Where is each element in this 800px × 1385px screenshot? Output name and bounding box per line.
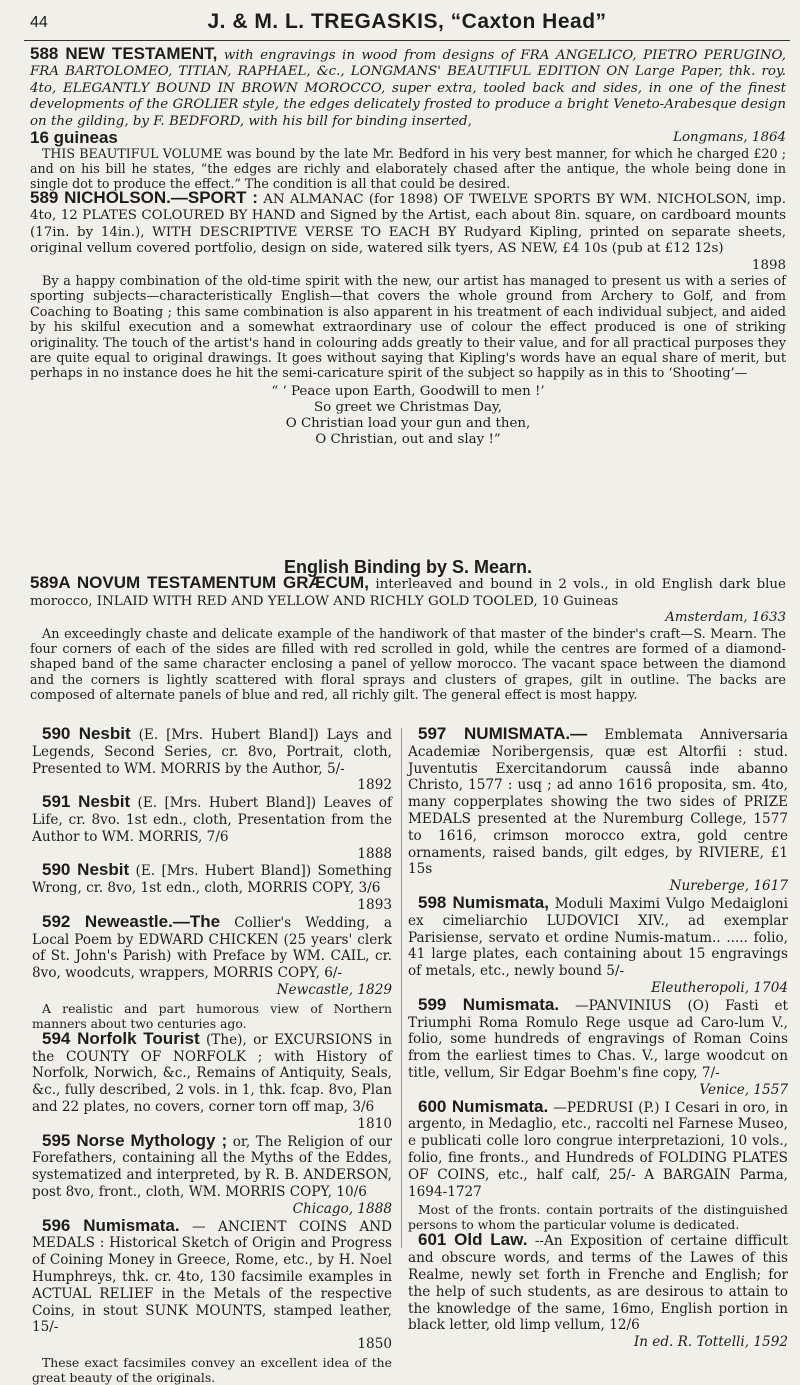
entry-heading: 594 Norfolk Tourist <box>42 1028 200 1048</box>
entry-text: AN ALMANAC (for 1898) OF TWELVE SPORTS BY WM. NICHOLSON, imp. 4to, 12 PLATES COLOURED BY HAND and Signed by the Artist, each about 8in. square, on cardboard mounts (17in. by 14in.), WITH DESCRIPTIVE VERSE TO EACH BY Rudyard Kipling, printed on separate sheets, original vellum covered portfolio, design on side, watered silk tyers, AS NEW, £4 10s (pub at £12 12s) <box>30 192 786 257</box>
running-title: J. & M. L. TREGASKIS, “Caxton Head” <box>207 10 607 33</box>
entry-heading: 592 Neweastle.—The <box>42 911 221 931</box>
kipling-verse <box>30 384 786 448</box>
list-item <box>32 1028 393 1133</box>
entry-heading: 600 Numismata. <box>418 1096 549 1116</box>
entry-year: 1892 <box>357 777 392 794</box>
left-column <box>32 726 392 1385</box>
entry-heading: 591 Nesbit <box>42 792 131 812</box>
entry-year: 1850 <box>357 1336 392 1353</box>
right-column <box>408 726 788 1351</box>
list-item <box>32 862 392 913</box>
entry-heading: 596 Numismata. <box>42 1215 180 1235</box>
entry-text: —PANVINIUS (O) Fasti et Triumphi Roma Romulo Rege usque ad Caro-lum V., folio, some hundreds of engravings of Roman Coins from the earliest times to Chas. V., large woodcut on title, vellum, Sir Edgar Boehm's fine copy, 7/- <box>408 997 789 1081</box>
entry-heading: 598 Numismata, <box>418 892 549 912</box>
entry-year: 1810 <box>357 1115 392 1132</box>
entry-note: By a happy combination of the old-time spirit with the new, our artist has managed to present us with a series of sporting subjects—characteristically English—that covers the whole ground from Archery to Golf, and from Coaching to Boating ; this same combination is also apparent in his treatment of each individual subject, and aided by his skilful execution and a somewhat extraordinary use of colour the effect produced is one of striking originality. The touch of the artist's hand in colouring adds greatly to their value, and for all practical purposes they are quite equal to original drawings. It goes without saying that Kipling's words have an equal share of merit, but perhaps in no instance does he hit the semi-caricature spirit of the subject so happily as in this to ‘Shooting’— <box>30 274 786 382</box>
entry-year: Venice, 1557 <box>699 1081 788 1098</box>
entry-heading: 599 Numismata. <box>418 994 560 1014</box>
entry-text: (E. [Mrs. Hubert Bland]) Leaves of Life, cr. 8vo. 1st edn., cloth, Presentation from the Author to WM. MORRIS, 7/6 <box>32 795 392 845</box>
entry-text: or, The Religion of our Forefathers, containing all the Myths of the Eddes, systematized and interpreted, by R. B. ANDERSON, post 8vo, front., cloth, WM. MORRIS COPY, 10/6 <box>32 1133 393 1200</box>
entry-text: (E. [Mrs. Hubert Bland]) Lays and Legends, Second Series, cr. 8vo, Portrait, cloth, Presented to WM. MORRIS by the Author, 5/- <box>32 727 392 777</box>
entry-year: 1893 <box>357 896 392 913</box>
entry-year: 1898 <box>751 257 786 273</box>
entry-text: (E. [Mrs. Hubert Bland]) Something Wrong, cr. 8vo, 1st edn., cloth, MORRIS COPY, 3/6 <box>32 863 392 897</box>
entry-text: Emblemata Anniversaria Academiæ Noribergensis, quæ est Altorfii : stud. Juventutis Exercitandorum caussâ inde abanno Christo, 1577 : usq ; ad anno 1616 proposita, sm. 4to, many copperplates showing the two sides of PRIZE MEDALS presented at the Nuremburg College, 1577 to 1616, crimson morocco extra, gold centre ornaments, raised bands, gilt edges, by RIVIERE, £1 15s <box>408 727 788 878</box>
entry-text: interleaved and bound in 2 vols., in old English dark blue morocco, INLAID WITH RED AND YELLOW AND RICHLY GOLD TOOLED, 10 Guineas <box>30 577 786 609</box>
entry-heading: 590 Nesbit <box>42 860 130 880</box>
entry-heading: 589A NOVUM TESTAMENTUM GRÆCUM, <box>30 573 369 593</box>
entry-year: Chicago, 1888 <box>292 1200 392 1217</box>
entry-imprint: Amsterdam, 1633 <box>665 610 786 626</box>
list-item <box>408 726 788 895</box>
verse-line: “ ‘ Peace upon Earth, Goodwill to men !’ <box>271 383 545 399</box>
verse-line: O Christian load your gun and then, <box>285 415 531 431</box>
entry-heading: 601 Old Law. <box>418 1230 528 1250</box>
entry-year: Nureberge, 1617 <box>669 878 788 895</box>
entry-note: These exact facsimiles convey an excellent idea of the great beauty of the originals. <box>32 1354 392 1385</box>
entry-note: A realistic and part humorous view of Northern manners about two centuries ago. <box>32 1000 392 1031</box>
entry-text: --An Exposition of certaine difficult and obscure words, and terms of the Lawes of this Realme, newly set forth in Frenche and English; for the help of such students, as are desirous to attain to the knowledge of the same, 16mo, English portion in black letter, old limp vellum, 12/6 <box>408 1233 788 1334</box>
entry-note: An exceedingly chaste and delicate example of the handiwork of that master of the binder's craft—S. Mearn. The four corners of each of the sides are filled with red scrolled in gold, while the centres are formed of a diamond-shaped band of the same character enclosing a panel of yellow morocco. The vacant space between the diamond and the corners is lightly scattered with floral sprays and clusters of grapes, gilt in outline. The backs are composed of alternate panels of blue and red, all richly gilt. The general effect is most happy. <box>30 626 786 704</box>
list-item <box>32 911 392 1031</box>
list-item <box>32 794 392 862</box>
entry-year: Newcastle, 1829 <box>276 981 392 998</box>
entry-year: 1888 <box>357 845 392 862</box>
entry-year: Eleutheropoli, 1704 <box>651 979 788 996</box>
list-item <box>32 1215 392 1385</box>
entry-heading: 595 Norse Mythology ; <box>42 1130 228 1150</box>
entry-589a <box>30 555 786 704</box>
entry-note: Most of the fronts. contain portraits of the distinguished persons to whom the particular volume is dedicated. <box>408 1202 788 1233</box>
page-header <box>24 6 790 41</box>
list-item <box>408 892 788 997</box>
column-divider <box>401 728 402 1248</box>
page-number: 44 <box>30 14 48 31</box>
entry-text: — ANCIENT COINS AND MEDALS : Historical Sketch of Origin and Progress of Coining Money in Greece, Rome, etc., by H. Noel Humphreys, thk. cr. 4to, 130 facsimile examples in ACTUAL RELIEF in the Metals of the respective Coins, in stout SUNK MOUNTS, stamped leather, 15/- <box>32 1218 392 1336</box>
entry-year: In ed. R. Tottelli, 1592 <box>633 1334 788 1351</box>
entry-589 <box>30 190 786 448</box>
entry-text: Moduli Maximi Vulgo Medaigloni ex cimeliarchio LUDOVICI XIV., ad exemplar Parisiense, servato et ordine Numis-matum.. ..... folio, 41 large plates, each containing about 15 engravings of metals, etc., newly bound 5/- <box>408 895 788 980</box>
verse-line: O Christian, out and slay !” <box>315 431 501 447</box>
list-item <box>32 1130 393 1218</box>
entry-note: THIS BEAUTIFUL VOLUME was bound by the late Mr. Bedford in his very best manner, for which he charged £20 ; and on his bill he states, “the edges are richly and elaborately chased after the antique, the whole being done in single dot to produce the effect.” The condition is all that could be desired. <box>30 146 786 192</box>
entry-text: —PEDRUSI (P.) I Cesari in oro, in argento, in Medaglio, etc., raccolti nel Farnese Museo, e publicati colle loro congrue interpretazioni, 10 vols., folio, fine fronts., and Hundreds of FOLDING PLATES OF COINS, etc., half calf, 25/- A BARGAIN Parma, 1694-1727 <box>408 1099 788 1200</box>
list-item <box>408 1096 788 1233</box>
list-item <box>32 726 392 794</box>
entry-imprint: Longmans, 1864 <box>673 130 786 146</box>
entry-text: (The), or EXCURSIONS in the COUNTY OF NORFOLK ; with History of Norfolk, Norwich, &c., Remains of Antiquity, Seals, &c., fully described, 2 vols. in 1, thk. fcap. 8vo, Plan and 22 plates, no covers, corner torn off map, 3/6 <box>32 1031 393 1115</box>
entry-588 <box>30 46 786 191</box>
entry-heading: 597 NUMISMATA.— <box>418 724 588 743</box>
verse-line: So greet we Christmas Day, <box>314 399 502 415</box>
entry-price: 16 guineas <box>30 128 118 148</box>
entry-heading: 590 Nesbit <box>42 724 131 743</box>
entry-heading: 589 NICHOLSON.—SPORT : <box>30 188 258 207</box>
entry-text: with engravings in wood from designs of FRA ANGELICO, PIETRO PERUGINO, FRA BARTOLOMEO, TITIAN, RAPHAEL, &c., LONGMANS' BEAUTIFUL EDITION ON Large Paper, thk. roy. 4to, ELEGANTLY BOUND IN BROWN MOROCCO, super extra, tooled back and sides, in one of the finest developments of the GROLIER style, the edges delicately frosted to produce a bright Veneto-Arabesque design on the gilding, by F. BEDFORD, with his bill for binding inserted, <box>30 48 787 129</box>
entry-text: Collier's Wedding, a Local Poem by EDWARD CHICKEN (25 years' clerk of St. John's Parish) with Preface by WM. CAIL, cr. 8vo, woodcuts, wrappers, MORRIS COPY, 6/- <box>32 914 392 982</box>
list-item <box>408 1232 788 1351</box>
section-heading: English Binding by S. Mearn. <box>283 557 533 577</box>
entry-heading: 588 NEW TESTAMENT, <box>30 44 218 63</box>
list-item <box>408 994 789 1099</box>
